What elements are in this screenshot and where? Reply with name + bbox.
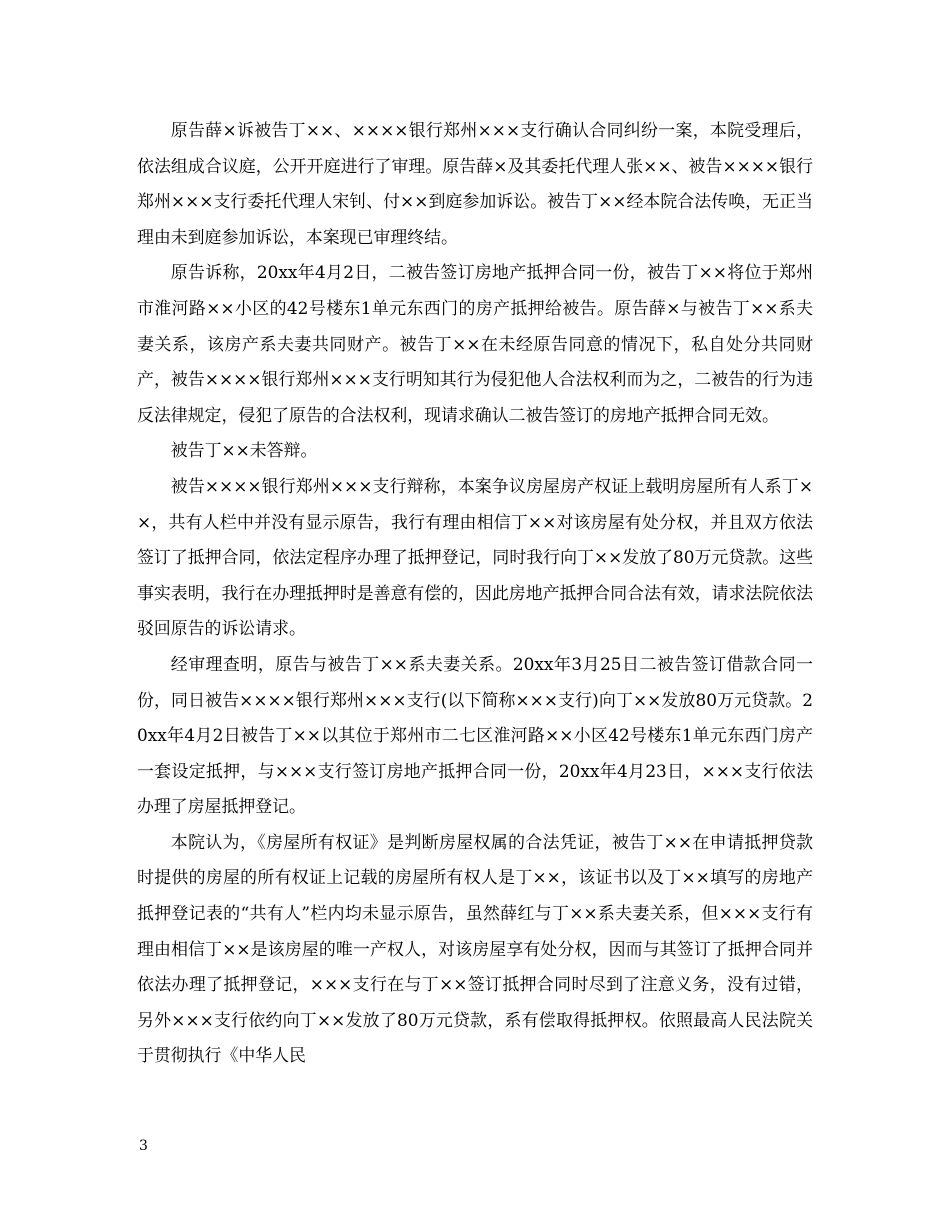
paragraph-case-intro: 原告薛×诉被告丁××、××××银行郑州×××支行确认合同纠纷一案，本院受理后，依法组成合议庭，公开开庭进行了审理。原告薛×及其委托代理人张××、被告××××银行郑州×××支行委托代理人宋钊、付××到庭参加诉讼。被告丁××经本院合法传唤，无正当理由未到庭参加诉讼，本案现已审理终结。 [137,120,813,247]
paragraph-defendant-no-defense: 被告丁××未答辩。 [170,440,318,461]
paragraph-facts-found: 经审理查明，原告与被告丁××系夫妻关系。20xx年3月25日二被告签订借款合同一份，同日被告××××银行郑州×××支行(以下简称×××支行)向丁××发放80万元贷款。20xx年4月2日被告丁××以其位于郑州市二七区淮河路××小区42号楼东1单元东西门房产一套设定抵押，与×××支行签订房地产抵押合同一份，20xx年4月23日，×××支行依法办理了房屋抵押登记。 [137,653,813,817]
paragraph-plaintiff-claim: 原告诉称，20xx年4月2日，二被告签订房地产抵押合同一份，被告丁××将位于郑州市淮河路××小区的42号楼东1单元东西门的房产抵押给被告。原告薛×与被告丁××系夫妻关系，该房产系夫妻共同财产。被告丁××在未经原告同意的情况下，私自处分共同财产，被告××××银行郑州×××支行明知其行为侵犯他人合法权利而为之，二被告的行为违反法律规定，侵犯了原告的合法权利，现请求确认二被告签订的房地产抵押合同无效。 [137,262,813,425]
paragraph-bank-defense: 被告××××银行郑州×××支行辩称，本案争议房屋房产权证上载明房屋所有人系丁××，共有人栏中并没有显示原告，我行有理由相信丁××对该房屋有处分权，并且双方依法签订了抵押合同，依法定程序办理了抵押登记，同时我行向丁××发放了80万元贷款。这些事实表明，我行在办理抵押时是善意有偿的，因此房地产抵押合同合法有效，请求法院依法驳回原告的诉讼请求。 [137,475,813,639]
paragraph-court-opinion: 本院认为，《房屋所有权证》是判断房屋权属的合法凭证，被告丁××在申请抵押贷款时提供的房屋的所有权证上记载的房屋所有权人是丁××，该证书以及丁××填写的房地产抵押登记表的“共有人”栏内均未显示原告，虽然薛红与丁××系夫妻关系，但×××支行有理由相信丁××是该房屋的唯一产权人，对该房屋享有处分权，因而与其签订了抵押合同并依法办理了抵押登记，×××支行在与丁××签订抵押合同时尽到了注意义务，没有过错，另外×××支行依约向丁××发放了80万元贷款，系有偿取得抵押权。依照最高人民法院关于贯彻执行《中华人民 [137,831,813,1066]
page-number: 3 [139,1138,148,1154]
document-body [137,113,813,1074]
